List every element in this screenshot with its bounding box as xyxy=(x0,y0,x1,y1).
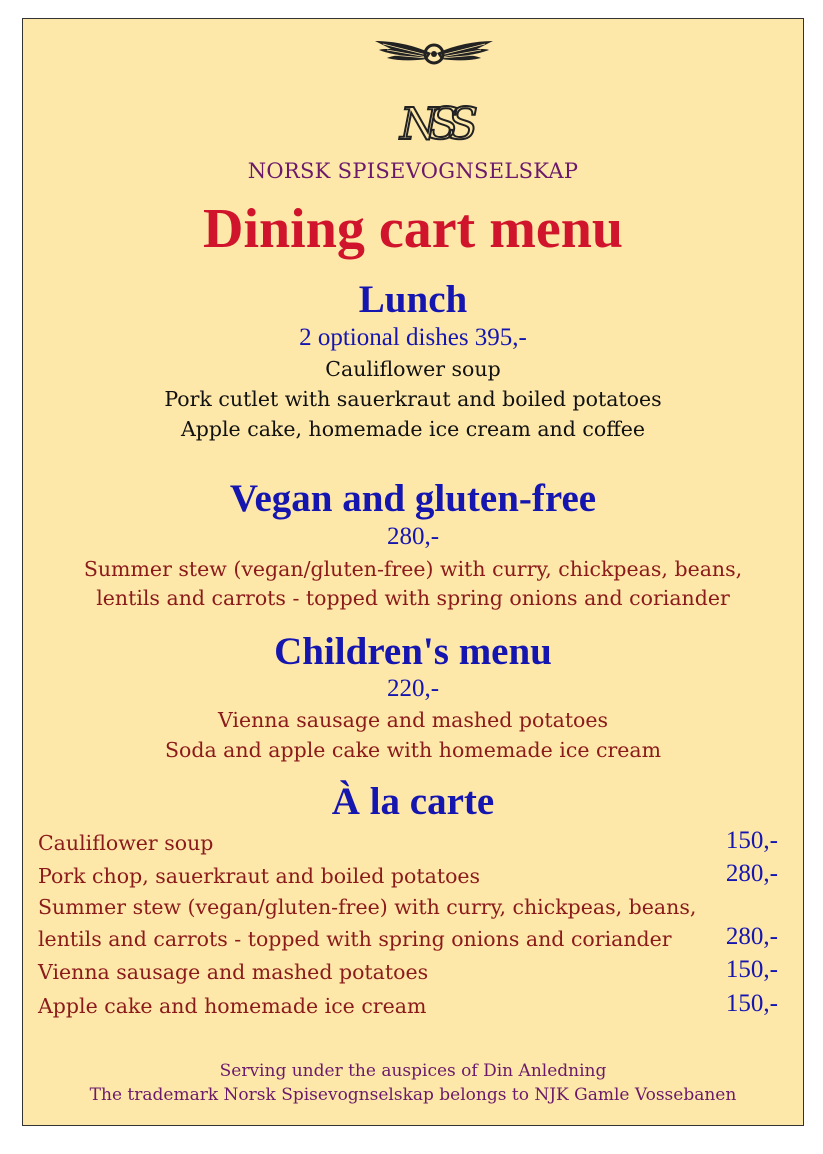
lunch-heading: Lunch xyxy=(358,278,468,321)
alacarte-item-name: Summer stew (vegan/gluten-free) with curry, chickpeas, beans, xyxy=(38,895,697,919)
winged-wheel-logo xyxy=(373,37,495,149)
vegan-dish-line: lentils and carrots - topped with spring onions and coriander xyxy=(96,586,730,610)
vegan-heading: Vegan and gluten-free xyxy=(229,477,597,520)
menu-page xyxy=(22,18,804,1126)
alacarte-item-name: lentils and carrots - topped with spring onions and coriander xyxy=(38,927,672,951)
alacarte-item-price: 280,- xyxy=(725,860,778,887)
alacarte-item-name: Cauliflower soup xyxy=(38,831,214,855)
logo-monogram: NSS xyxy=(399,99,469,149)
page-title: Dining cart menu xyxy=(203,198,623,260)
lunch-dish: Pork cutlet with sauerkraut and boiled potatoes xyxy=(164,387,662,411)
vegan-price: 280,- xyxy=(386,523,440,550)
children-dish-line: Soda and apple cake with homemade ice cream xyxy=(164,738,662,762)
lunch-dish: Apple cake, homemade ice cream and coffee xyxy=(180,417,646,441)
children-price: 220,- xyxy=(386,675,440,702)
alacarte-item-price: 150,- xyxy=(725,956,778,983)
alacarte-item-name: Apple cake and homemade ice cream xyxy=(38,994,427,1018)
vegan-dish-line: Summer stew (vegan/gluten-free) with curry, chickpeas, beans, xyxy=(83,557,743,581)
lunch-price: 2 optional dishes 395,- xyxy=(299,324,527,351)
alacarte-item-name: Pork chop, sauerkraut and boiled potatoes xyxy=(38,864,481,888)
lunch-dish: Cauliflower soup xyxy=(325,357,501,381)
alacarte-item-name: Vienna sausage and mashed potatoes xyxy=(38,960,429,984)
children-dish-line: Vienna sausage and mashed potatoes xyxy=(217,708,609,732)
alacarte-item-price: 150,- xyxy=(725,990,778,1017)
company-name: NORSK SPISEVOGNSELSKAP xyxy=(247,159,579,183)
children-heading: Children's menu xyxy=(274,630,552,673)
alacarte-item-price: 280,- xyxy=(725,923,778,950)
footer-auspices: Serving under the auspices of Din Anledning xyxy=(219,1061,607,1081)
footer-trademark: The trademark Norsk Spisevognselskap belongs to NJK Gamle Vossebanen xyxy=(89,1085,737,1105)
alacarte-item-price: 150,- xyxy=(725,827,778,854)
alacarte-heading: À la carte xyxy=(331,780,495,823)
